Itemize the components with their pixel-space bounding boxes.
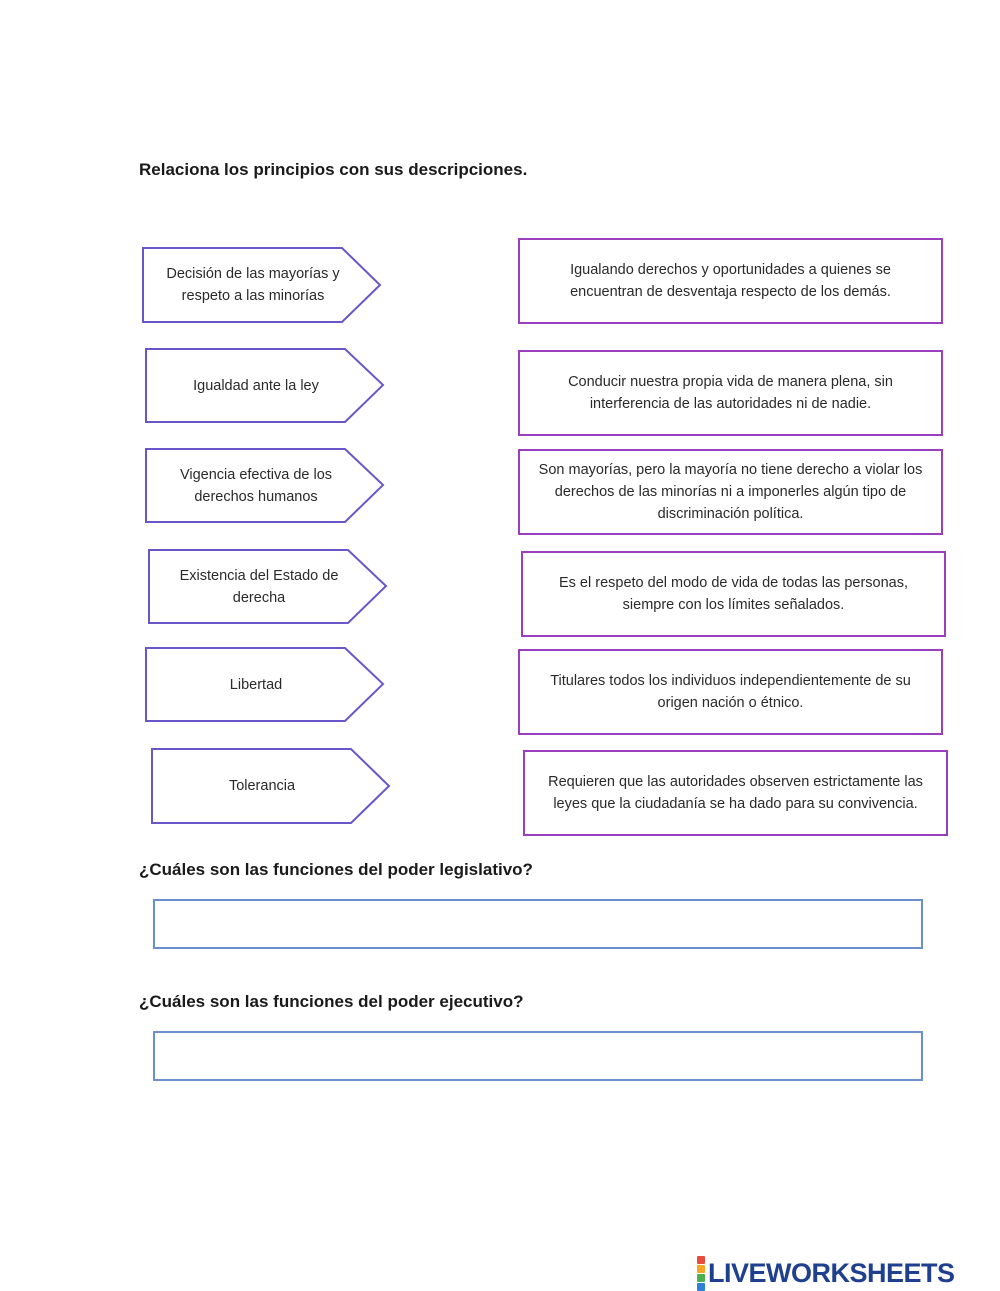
principle-label: Igualdad ante la ley	[193, 378, 319, 394]
principle-label: Existencia del Estado de derecha	[179, 568, 339, 606]
principle-arrow[interactable]	[148, 549, 388, 625]
logo-text: LIVEWORKSHEETS	[708, 1258, 955, 1288]
description-box[interactable]: Son mayorías, pero la mayoría no tiene derecho a violar los derechos de las minorías ni a imponerles algún tipo de discriminación política.	[518, 449, 943, 535]
principle-label: Tolerancia	[228, 778, 296, 794]
question-legislativo: ¿Cuáles son las funciones del poder legislativo?	[139, 860, 533, 879]
principle-arrow[interactable]	[145, 448, 385, 524]
principle-arrow[interactable]	[145, 647, 385, 723]
principle-label: Vigencia efectiva de los derechos humanos	[179, 467, 333, 505]
answer-legislativo-input[interactable]	[153, 899, 923, 949]
principle-arrow[interactable]	[151, 748, 391, 824]
logo-tile	[697, 1274, 705, 1282]
liveworksheets-logo	[697, 1256, 955, 1291]
section-title: Relaciona los principios con sus descripciones.	[139, 160, 528, 179]
description-box[interactable]: Conducir nuestra propia vida de manera plena, sin interferencia de las autoridades ni de nadie.	[518, 350, 943, 436]
principle-arrow[interactable]	[142, 247, 382, 323]
description-box[interactable]: Requieren que las autoridades observen estrictamente las leyes que la ciudadanía se ha dado para su convivencia.	[523, 750, 948, 836]
logo-tiles-icon	[697, 1256, 705, 1291]
description-box[interactable]: Titulares todos los individuos independientemente de su origen nación o étnico.	[518, 649, 943, 735]
logo-tile	[697, 1265, 705, 1273]
principle-label: Libertad	[229, 677, 283, 693]
description-box[interactable]: Es el respeto del modo de vida de todas las personas, siempre con los límites señalados.	[521, 551, 946, 637]
question-ejecutivo: ¿Cuáles son las funciones del poder ejecutivo?	[139, 992, 524, 1011]
logo-tile	[697, 1283, 705, 1291]
principle-arrow[interactable]	[145, 348, 385, 424]
logo-tile	[697, 1256, 705, 1264]
description-box[interactable]: Igualando derechos y oportunidades a quienes se encuentran de desventaja respecto de los demás.	[518, 238, 943, 324]
principle-label: Decisión de las mayorías y respeto a las minorías	[166, 266, 340, 304]
answer-ejecutivo-input[interactable]	[153, 1031, 923, 1081]
